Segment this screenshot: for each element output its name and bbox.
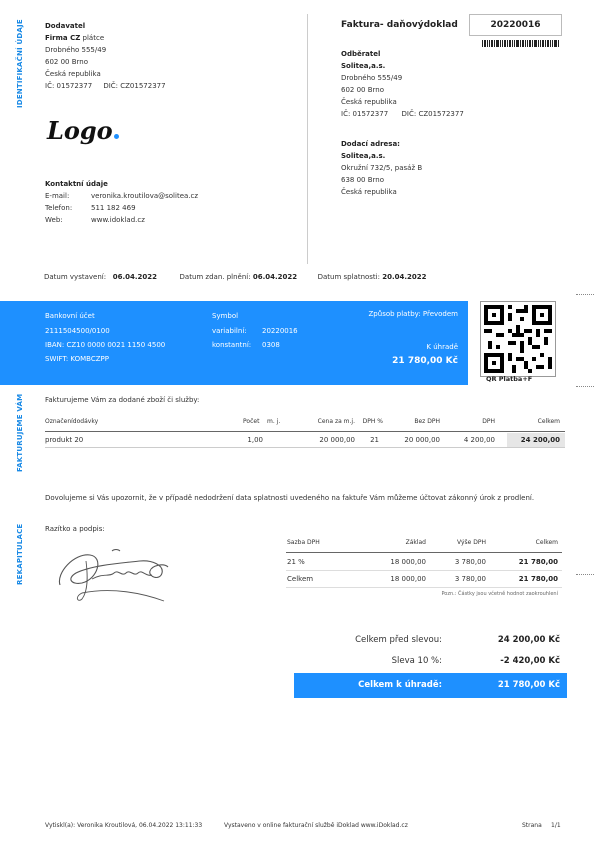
symbol-block [212, 310, 298, 351]
col-qty: Počet [243, 418, 260, 425]
item-price: 20 000,00 [319, 436, 355, 444]
table-row [286, 572, 562, 586]
recap-sum-base: 18 000,00 [390, 575, 426, 583]
invoice-number: 20220016 [469, 14, 562, 36]
footer-service: Vystaveno v online fakturační službě iDoklad www.iDoklad.cz [224, 822, 408, 829]
qr-code-icon [480, 301, 556, 377]
footer-printed: Vytiskl(a): Veronika Kroutilová, 06.04.2022 13:11:33 [45, 822, 203, 829]
delivery-country: Česká republika [341, 188, 397, 196]
col-net: Bez DPH [414, 418, 440, 425]
recap-rate: 21 % [287, 558, 305, 566]
late-payment-notice: Dovolujeme si Vás upozornit, že v případě nedodržení data splatnosti uvedeného na faktuře Vám můžeme účtovat zákonný úrok z prodlení. [45, 494, 535, 502]
items-row-rule [45, 447, 565, 448]
supplier-country: Česká republika [45, 70, 101, 78]
delivery-heading: Dodací adresa: [341, 140, 400, 148]
fold-mark-lower [576, 574, 594, 575]
recap-sum-rule [286, 587, 562, 588]
email-value[interactable]: veronika.kroutilova@solitea.cz [91, 192, 199, 200]
web-value[interactable]: www.idoklad.cz [91, 216, 145, 224]
payment-band [0, 301, 468, 385]
footer-page: 1/1 [551, 822, 561, 829]
recap-table-header [286, 539, 562, 551]
fold-mark-middle-top [576, 386, 594, 387]
supplier-block [45, 20, 285, 92]
item-vat-rate: 21 [370, 436, 379, 444]
customer-city: 602 00 Brno [341, 86, 384, 94]
due-date: 20.04.2022 [382, 273, 427, 281]
customer-street: Drobného 555/49 [341, 74, 403, 82]
company-logo: Logo [47, 116, 119, 145]
header-divider [307, 14, 308, 264]
col-unit: m. j. [267, 418, 281, 425]
signature-image [52, 543, 172, 603]
discount-label: Sleva 10 %: [391, 656, 442, 666]
customer-dic: DIČ: CZ01572377 [401, 110, 464, 118]
item-vat: 4 200,00 [463, 436, 495, 444]
phone-value: 511 182 469 [91, 204, 136, 212]
delivery-street: Okružní 732/5, pasáž B [341, 164, 423, 172]
item-name: produkt 20 [45, 436, 84, 444]
recap-header-rule [286, 552, 562, 553]
phone-label: Telefon: [45, 204, 73, 212]
swift: SWIFT: KOMBCZPP [45, 355, 109, 363]
supplier-ic: IČ: 01572377 [45, 82, 93, 90]
recap-label: REKAPITULACE [16, 523, 24, 585]
constant-label: konstantní: [212, 341, 252, 349]
contact-heading: Kontaktní údaje [45, 180, 108, 188]
recap-sum-label: Celkem [287, 575, 314, 583]
customer-name: Solitea,a.s. [341, 62, 386, 70]
iban: IBAN: CZ10 0000 0021 1150 4500 [45, 341, 166, 349]
recap-sum-total: 21 780,00 [518, 575, 558, 583]
due-amount: 21 780,00 Kč [392, 356, 458, 366]
dates-row [44, 273, 564, 281]
stamp-label: Razítko a podpis: [45, 525, 105, 533]
barcode-icon [482, 40, 560, 47]
variable-symbol: 20220016 [262, 327, 298, 335]
symbol-heading: Symbol [212, 312, 239, 320]
recap-vat: 3 780,00 [454, 558, 486, 566]
delivery-city: 638 00 Brno [341, 176, 384, 184]
invoicing-label: FAKTURUJEME VÁM [16, 393, 24, 472]
supplier-vat-status: plátce [82, 34, 105, 42]
recap-col-rate: Sazba DPH [287, 539, 320, 546]
item-total: 24 200,00 [520, 436, 560, 444]
col-price: Cena za m.j. [317, 418, 355, 425]
recap-col-vat: Výše DPH [457, 539, 486, 546]
issued-date: 06.04.2022 [112, 273, 158, 281]
recap-total: 21 780,00 [518, 558, 558, 566]
constant-symbol: 0308 [262, 341, 280, 349]
table-row [286, 555, 562, 569]
email-label: E-mail: [45, 192, 70, 200]
col-vat: DPH [482, 418, 495, 425]
delivery-block [341, 138, 571, 198]
items-table-header [45, 418, 565, 430]
recap-col-total: Celkem [535, 539, 558, 546]
item-net: 20 000,00 [404, 436, 440, 444]
col-name: Označenídodávky [45, 418, 99, 425]
taxable-date: 06.04.2022 [252, 273, 298, 281]
payment-method: Způsob platby: Převodem [368, 310, 458, 318]
items-intro: Fakturujeme Vám za dodané zboží či služby: [45, 396, 200, 404]
customer-heading: Odběratel [341, 50, 381, 58]
item-qty: 1,00 [247, 436, 263, 444]
supplier-street: Drobného 555/49 [45, 46, 107, 54]
rounding-note: Pozn.: Částky jsou včetně hodnot zaokrouhlení [441, 591, 558, 597]
invoice-title: Faktura- daňovýdoklad [341, 20, 458, 30]
fold-mark-top [576, 294, 594, 295]
variable-label: variabilní: [212, 327, 247, 335]
delivery-name: Solitea,a.s. [341, 152, 386, 160]
col-total: Celkem [537, 418, 560, 425]
before-discount-label: Celkem před slevou: [355, 635, 442, 645]
bank-account: 2111504500/0100 [45, 327, 110, 335]
discount-value: -2 420,00 Kč [500, 656, 560, 666]
col-vat-rate: DPH % [362, 418, 383, 425]
contact-block [45, 178, 295, 226]
recap-col-base: Základ [405, 539, 426, 546]
recap-sum-vat: 3 780,00 [454, 575, 486, 583]
due-label: Datum splatnosti: [317, 273, 380, 281]
supplier-dic: DIČ: CZ01572377 [103, 82, 166, 90]
identification-label: IDENTIFIKAČNÍ ÚDAJE [16, 19, 24, 108]
items-header-rule [45, 431, 565, 432]
recap-row-rule [286, 570, 562, 571]
due-amount-label: K úhradě [426, 343, 458, 351]
qr-label: QR Platba+F [486, 375, 533, 383]
grand-total-box [294, 673, 567, 698]
footer-page-label: Strana [522, 822, 542, 829]
web-label: Web: [45, 216, 63, 224]
bank-block [45, 310, 165, 365]
customer-ic: IČ: 01572377 [341, 110, 389, 118]
grand-total-label: Celkem k úhradě: [358, 680, 442, 690]
grand-total-value: 21 780,00 Kč [497, 680, 560, 690]
issued-label: Datum vystavení: [44, 273, 107, 281]
supplier-heading: Dodavatel [45, 22, 86, 30]
supplier-name: Firma CZ [45, 34, 81, 42]
recap-base: 18 000,00 [390, 558, 426, 566]
bank-heading: Bankovní účet [45, 312, 95, 320]
supplier-city: 602 00 Brno [45, 58, 88, 66]
before-discount-value: 24 200,00 Kč [497, 635, 560, 645]
taxable-label: Datum zdan. plnění: [179, 273, 251, 281]
customer-country: Česká republika [341, 98, 397, 106]
table-row [45, 433, 565, 447]
logo-dot-icon [114, 134, 119, 139]
customer-block [341, 48, 571, 120]
